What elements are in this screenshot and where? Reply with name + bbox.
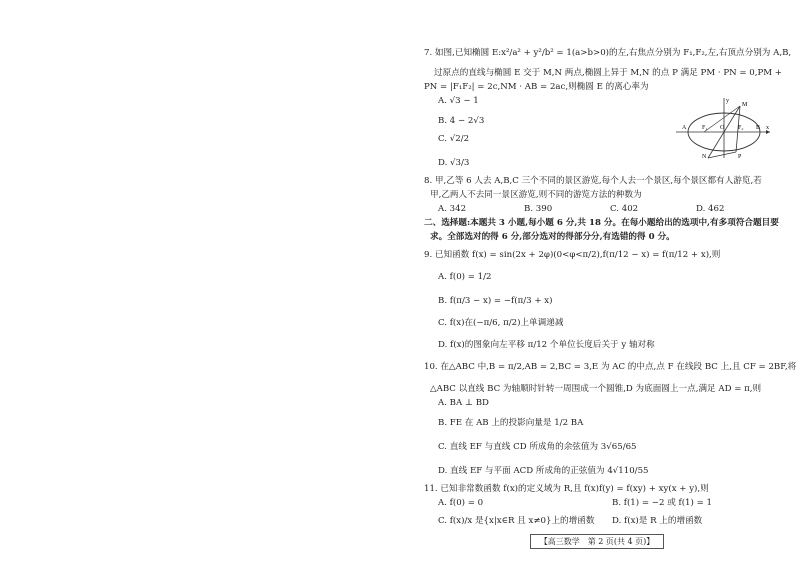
q8-stem-line2: 甲,乙两人不去同一景区游览,则不同的游览方法的种数为	[430, 190, 642, 200]
fig-label-p: P	[738, 154, 742, 160]
q10-stem-line2: △ABC 以直线 BC 为轴顺时针转一周围成一个圆锥,D 为底面圆上一点,满足 AD = π,则	[430, 384, 762, 394]
q10-option-a: A. BA ⊥ BD	[438, 398, 489, 408]
fig-label-a: A	[682, 125, 687, 131]
section2-line1: 二、选择题:本题共 3 小题,每小题 6 分,共 18 分。在每小题给出的选项中,有多项符合题目要	[424, 218, 779, 228]
q7-stem-line3: PN = |F₁F₂| = 2c,NM · AB = 2ac,则椭圆 E 的离心率为	[424, 82, 649, 92]
section2-line2: 求。全部选对的得 6 分,部分选对的得部分分,有选错的得 0 分。	[430, 232, 675, 242]
q11-option-b: B. f(1) = −2 或 f(1) = 1	[612, 498, 713, 508]
fig-label-f1: F₁	[702, 125, 708, 131]
q9-option-d: D. f(x)的图象向左平移 π/12 个单位长度后关于 y 轴对称	[438, 340, 655, 350]
q10-stem-line1: 10. 在△ABC 中,B = π/2,AB = 2,BC = 3,E 为 AC 的中点,点 F 在线段 BC 上,且 CF = 2BF,将	[424, 362, 797, 372]
q10-option-b: B. FE 在 AB 上的投影向量是 1/2 BA	[438, 418, 584, 428]
q11-option-d: D. f(x)是 R 上的增函数	[612, 516, 703, 526]
q8-option-b: B. 390	[524, 204, 553, 214]
q11-stem: 11. 已知非常数函数 f(x)的定义域为 R,且 f(x)f(y) = f(xy) + xy(x + y),则	[424, 484, 709, 494]
q7-option-a: A. √3 − 1	[438, 96, 479, 106]
q11-option-a: A. f(0) = 0	[438, 498, 484, 508]
q10-option-d: D. 直线 EF 与平面 ACD 所成角的正弦值为 4√110/55	[438, 466, 649, 476]
q8-option-a: A. 342	[438, 204, 467, 214]
fig-label-m: M	[742, 102, 748, 108]
q7-option-d: D. √3/3	[438, 158, 470, 168]
fig-label-o: O	[720, 125, 725, 131]
q9-option-b: B. f(π/3 − x) = −f(π/3 + x)	[438, 296, 553, 306]
q9-option-c: C. f(x)在(−π/6, π/2)上单调递减	[438, 318, 564, 328]
q11-option-c: C. f(x)/x 是{x|x∈R 且 x≠0}上的增函数	[438, 516, 595, 526]
fig-label-b: B	[756, 125, 761, 131]
fig-label-x: x	[766, 125, 769, 131]
q8-option-d: D. 462	[696, 204, 725, 214]
q7-option-b: B. 4 − 2√3	[438, 116, 485, 126]
ellipse-figure	[676, 96, 772, 160]
fig-label-n: N	[702, 154, 707, 160]
q7-stem-line1: 7. 如图,已知椭圆 E:x²/a² + y²/b² = 1(a>b>0)的左,右焦点分别为 F₁,F₂,左,右顶点分别为 A,B,	[424, 48, 792, 58]
fig-label-y: y	[726, 98, 729, 104]
q8-option-c: C. 402	[610, 204, 639, 214]
q7-stem-line2: 过原点的直线与椭圆 E 交于 M,N 两点,椭圆上异于 M,N 的点 P 满足 PM · PN = 0,PM +	[434, 68, 782, 78]
q7-option-c: C. √2/2	[438, 134, 470, 144]
q9-stem: 9. 已知函数 f(x) = sin(2x + 2φ)(0<φ<π/2),f(π/12 − x) = f(π/12 + x),则	[424, 250, 721, 260]
fig-label-f2: F₂	[738, 125, 744, 131]
q9-option-a: A. f(0) = 1/2	[438, 272, 492, 282]
q8-stem-line1: 8. 甲,乙等 6 人去 A,B,C 三个不同的景区游览,每个人去一个景区,每个景区都有人游览,若	[424, 176, 762, 186]
q10-option-c: C. 直线 EF 与直线 CD 所成角的余弦值为 3√65/65	[438, 442, 637, 452]
page-footer: 【高三数学 第 2 页(共 4 页)】	[530, 534, 664, 549]
